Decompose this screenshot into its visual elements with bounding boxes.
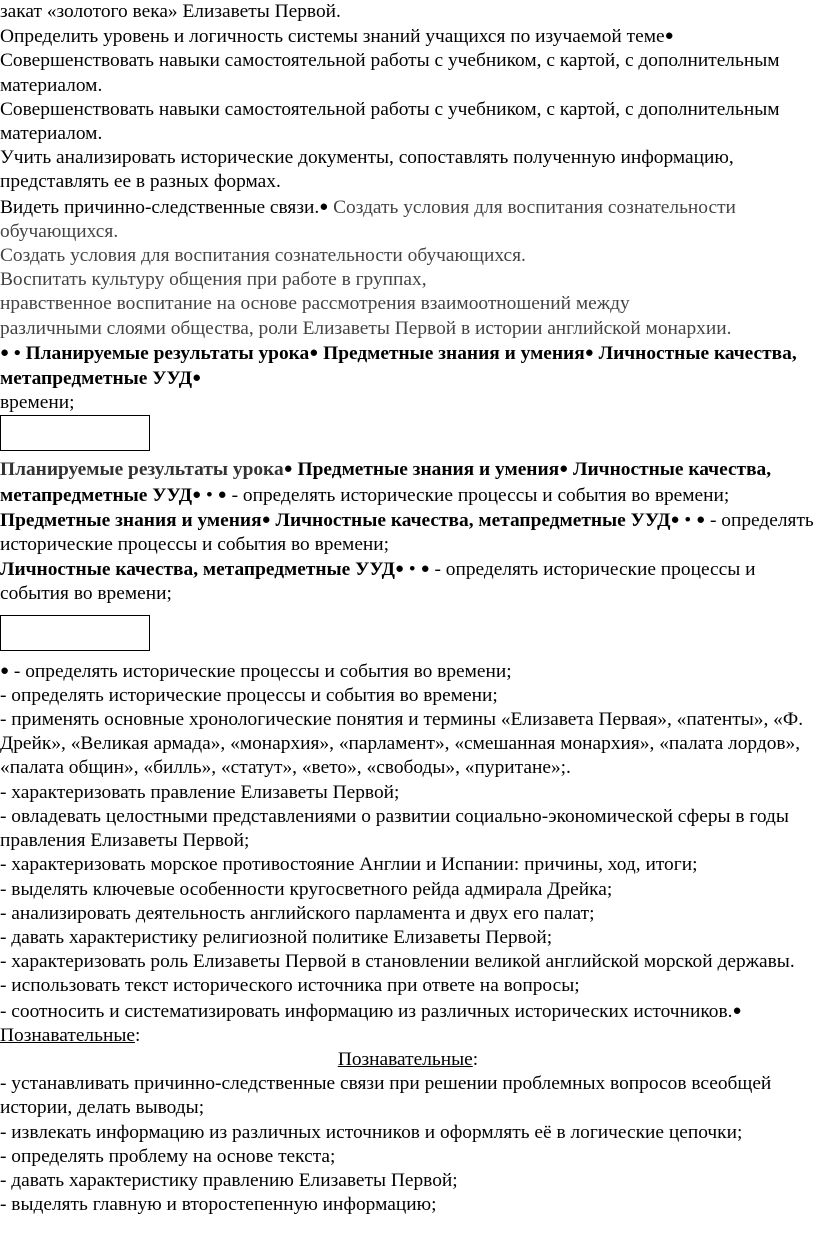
list-item xyxy=(0,1193,816,1217)
paragraph xyxy=(0,317,816,341)
bullet-icon: ● xyxy=(0,344,10,361)
list-item xyxy=(0,1169,816,1193)
text: - извлекать информацию из различных источников и оформлять её в логические цепочки; xyxy=(0,1121,743,1143)
text: - давать характеристику религиозной политике Елизаветы Первой; xyxy=(0,926,553,948)
text: - овладевать целостными представлениями о развитии социально-экономической сферы в годы правления Елизаветы Первой; xyxy=(0,805,789,852)
text: - определять исторические процессы и события во времени; xyxy=(226,484,730,506)
text: - выделять ключевые особенности кругосветного рейда адмирала Дрейка; xyxy=(0,878,613,900)
text: - определять проблему на основе текста; xyxy=(0,1145,336,1167)
text: Планируемые результаты урока xyxy=(25,342,310,364)
text: : xyxy=(472,1048,479,1070)
text: времени; xyxy=(0,392,75,414)
bullet-icon: ● xyxy=(283,461,293,478)
list-item xyxy=(0,659,816,684)
list-item xyxy=(0,999,816,1048)
small-bullet-icon: • xyxy=(13,342,21,364)
paragraph xyxy=(0,292,816,316)
list-item xyxy=(0,805,816,853)
list-item xyxy=(0,974,816,998)
bullet-icon: ● xyxy=(319,198,329,215)
text: - использовать текст исторического источника при ответе на вопросы; xyxy=(0,975,580,997)
text: Воспитать культуру общения при работе в группах, xyxy=(0,269,427,291)
text: : xyxy=(134,1024,141,1046)
paragraph xyxy=(0,244,816,268)
empty-box xyxy=(0,615,150,651)
list-item xyxy=(0,684,816,708)
bullet-icon: ● xyxy=(732,1002,742,1019)
paragraph xyxy=(0,268,816,292)
paragraph xyxy=(0,391,816,415)
paragraph xyxy=(0,146,816,194)
paragraph xyxy=(0,24,816,98)
text: - выделять главную и второстепенную информацию; xyxy=(0,1194,437,1216)
text: - характеризовать роль Елизаветы Первой в становлении великой английской морской державы. xyxy=(0,951,795,973)
text: - характеризовать морское противостояние Англии и Испании: причины, ход, итоги; xyxy=(0,854,698,876)
text: Предметные знания и умения xyxy=(292,459,560,481)
text: Совершенствовать навыки самостоятельной работы с учебником, с картой, с дополнительным материалом. xyxy=(0,50,780,96)
text: Совершенствовать навыки самостоятельной работы с учебником, с картой, с дополнительным материалом. xyxy=(0,98,780,145)
text: Видеть причинно-следственные связи. xyxy=(0,196,320,218)
bullet-icon: ● xyxy=(664,28,674,45)
text: - устанавливать причинно-следственные связи при решении проблемных вопросов всеобщей истории, делать выводы; xyxy=(0,1073,772,1119)
list-item xyxy=(0,878,816,902)
text: Познавательные xyxy=(0,1024,135,1046)
text: Личностные качества, метапредметные УУД xyxy=(270,509,671,531)
list-item xyxy=(0,1121,816,1145)
text: Личностные качества, метапредметные УУД xyxy=(0,342,797,390)
bullet-icon: ● xyxy=(420,561,430,578)
small-bullet-icon: • xyxy=(684,509,692,531)
text: - определять исторические процессы и события во времени; xyxy=(0,559,756,605)
list-item xyxy=(0,926,816,950)
list-item xyxy=(0,781,816,805)
bullet-icon: ● xyxy=(0,662,10,679)
paragraph xyxy=(0,508,816,557)
empty-box xyxy=(0,415,150,451)
paragraph xyxy=(0,195,816,244)
bullet-icon: ● xyxy=(394,561,405,578)
text: - давать характеристику правлению Елизаветы Первой; xyxy=(0,1169,458,1191)
bullet-icon: ● xyxy=(309,344,319,361)
list-item xyxy=(0,950,816,974)
text: Планируемые результаты урока xyxy=(0,459,284,481)
section-title xyxy=(0,1048,816,1072)
bullet-icon: ● xyxy=(696,511,706,528)
list-item xyxy=(0,853,816,877)
text: - определять исторические процессы и события во времени; xyxy=(0,509,814,556)
text: различными слоями общества, роли Елизаветы Первой в истории английской монархии. xyxy=(0,317,732,339)
list-item xyxy=(0,708,816,781)
text: Учить анализировать исторические документы, сопоставлять полученную информацию, представлять ее в разных формах. xyxy=(0,147,734,193)
bullet-icon: ● xyxy=(261,511,271,528)
text: Личностные качества, метапредметные УУД xyxy=(0,559,395,581)
text: - определять исторические процессы и события во времени; xyxy=(9,660,512,682)
text: Предметные знания и умения xyxy=(0,509,262,531)
paragraph xyxy=(0,98,816,146)
list-item xyxy=(0,902,816,926)
text: Предметные знания и умения xyxy=(318,342,585,364)
bullet-icon: ● xyxy=(217,486,227,503)
small-bullet-icon: • xyxy=(206,484,213,506)
text: Познавательные xyxy=(337,1048,473,1070)
bullet-icon: ● xyxy=(670,511,680,528)
bullet-icon: ● xyxy=(192,486,202,503)
text: - применять основные хронологические понятия и термины «Елизавета Первая», «патенты», «Ф. Дрейк», «Великая армада», «монархия», «парламент», «смешанная монархия», «палата лордов», «палата общин», «билль», «статут», «вето», «свободы», «пуритане»;. xyxy=(0,709,804,779)
text: - соотносить и систематизировать информацию из различных исторических источников. xyxy=(0,1000,733,1022)
paragraph xyxy=(0,0,816,24)
text: - анализировать деятельность английского парламента и двух его палат; xyxy=(0,902,595,924)
bullet-icon: ● xyxy=(584,344,594,361)
paragraph xyxy=(0,557,816,606)
text: Определить уровень и логичность системы знаний учащихся по изучаемой xyxy=(0,26,622,48)
text: - определять исторические процессы и события во времени; xyxy=(0,684,498,706)
text: Создать условия для воспитания сознательности обучающихся. xyxy=(0,245,526,267)
list-item xyxy=(0,1072,816,1120)
heading xyxy=(0,341,816,391)
text: нравственное воспитание на основе рассмотрения взаимоотношений между xyxy=(0,293,630,315)
text: - характеризовать правление Елизаветы Первой; xyxy=(0,781,400,803)
bullet-icon: ● xyxy=(192,370,202,387)
small-bullet-icon: • xyxy=(408,559,416,581)
bullet-icon: ● xyxy=(559,461,569,478)
text: Создать условия для воспитания сознательности обучающихся. xyxy=(0,196,736,242)
paragraph xyxy=(0,457,816,507)
text: теме xyxy=(626,26,665,48)
text: Личностные качества, метапредметные УУД xyxy=(0,459,772,506)
text: закат «золотого века» Елизаветы Первой. xyxy=(0,1,341,22)
list-item xyxy=(0,1145,816,1169)
